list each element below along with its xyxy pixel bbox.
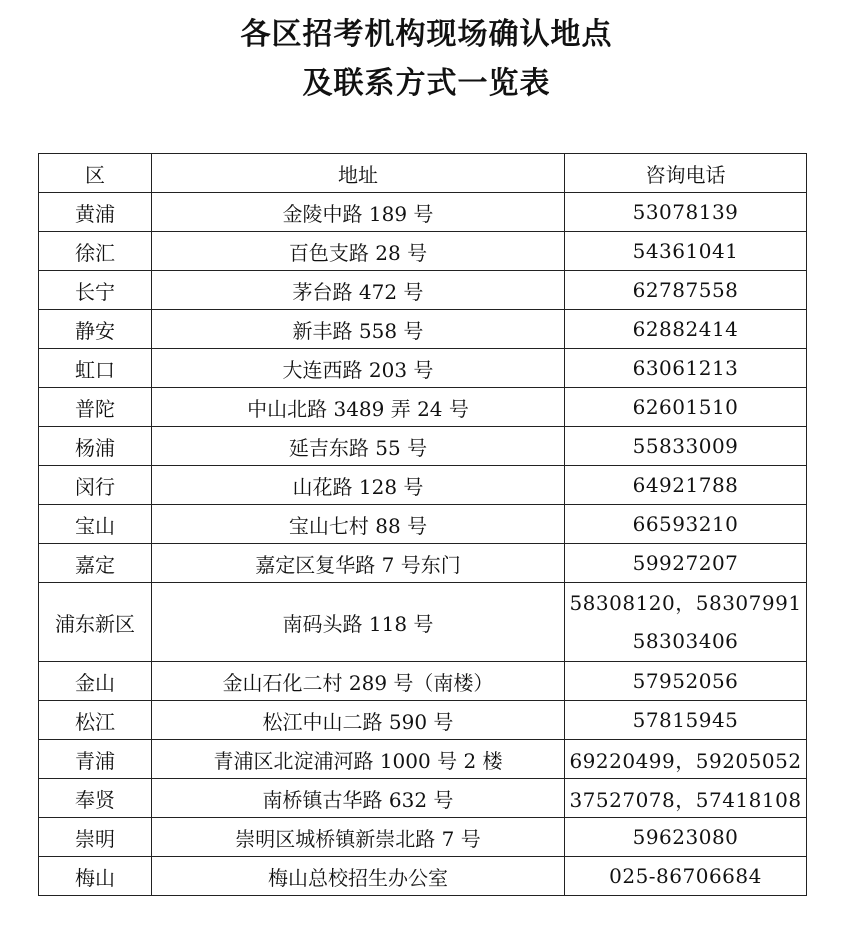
address-cell: 南桥镇古华路 632 号: [152, 779, 565, 818]
document-title-line-1: 各区招考机构现场确认地点: [240, 17, 613, 52]
address-cell: 延吉东路 55 号: [152, 427, 565, 466]
phone-cell: 66593210: [565, 505, 807, 544]
phone-cell: 57952056: [565, 662, 807, 701]
address-cell: 大连西路 203 号: [152, 349, 565, 388]
district-cell: 青浦: [39, 740, 152, 779]
table-row: [39, 505, 807, 544]
table-row: [39, 740, 807, 779]
address-cell: 南码头路 118 号: [152, 583, 565, 662]
table-row: [39, 701, 807, 740]
phone-cell: 64921788: [565, 466, 807, 505]
phone-cell: 54361041: [565, 232, 807, 271]
document-title-line-2: 及联系方式一览表: [302, 66, 551, 101]
table-row: [39, 193, 807, 232]
table-row: [39, 544, 807, 583]
address-cell: 茅台路 472 号: [152, 271, 565, 310]
address-cell: 中山北路 3489 弄 24 号: [152, 388, 565, 427]
address-cell: 青浦区北淀浦河路 1000 号 2 楼: [152, 740, 565, 779]
phone-cell: 62882414: [565, 310, 807, 349]
address-cell: 宝山七村 88 号: [152, 505, 565, 544]
table-row: [39, 662, 807, 701]
district-cell: 普陀: [39, 388, 152, 427]
district-cell: 长宁: [39, 271, 152, 310]
phone-cell: 59623080: [565, 818, 807, 857]
district-cell: 杨浦: [39, 427, 152, 466]
phone-cell: 57815945: [565, 701, 807, 740]
phone-cell: 53078139: [565, 193, 807, 232]
district-cell: 嘉定: [39, 544, 152, 583]
table-row: [39, 466, 807, 505]
address-cell: 嘉定区复华路 7 号东门: [152, 544, 565, 583]
address-cell: 金山石化二村 289 号（南楼）: [152, 662, 565, 701]
phone-cell: 69220499，59205052: [565, 740, 807, 779]
phone-cell: 025-86706684: [565, 857, 807, 896]
phone-line: 58303406: [632, 629, 739, 653]
phone-line: 58308120，58307991: [569, 591, 802, 615]
phone-cell: [565, 583, 807, 662]
district-cell: 徐汇: [39, 232, 152, 271]
district-cell: 静安: [39, 310, 152, 349]
table-row: [39, 349, 807, 388]
district-cell: 宝山: [39, 505, 152, 544]
table-header-row: [39, 154, 807, 193]
district-cell: 黄浦: [39, 193, 152, 232]
table-row: [39, 271, 807, 310]
phone-cell: 59927207: [565, 544, 807, 583]
phone-cell: 62787558: [565, 271, 807, 310]
table-row: [39, 857, 807, 896]
location-contact-table: [38, 153, 807, 896]
district-cell: 崇明: [39, 818, 152, 857]
district-cell: 浦东新区: [39, 583, 152, 662]
header-district: 区: [39, 154, 152, 193]
address-cell: 山花路 128 号: [152, 466, 565, 505]
address-cell: 百色支路 28 号: [152, 232, 565, 271]
address-cell: 松江中山二路 590 号: [152, 701, 565, 740]
address-cell: 新丰路 558 号: [152, 310, 565, 349]
table-row: [39, 388, 807, 427]
district-cell: 金山: [39, 662, 152, 701]
phone-cell: 63061213: [565, 349, 807, 388]
district-cell: 奉贤: [39, 779, 152, 818]
header-address: 地址: [152, 154, 565, 193]
address-cell: 金陵中路 189 号: [152, 193, 565, 232]
phone-cell: 37527078，57418108: [565, 779, 807, 818]
table-row: [39, 583, 807, 662]
address-cell: 崇明区城桥镇新崇北路 7 号: [152, 818, 565, 857]
phone-cell: 62601510: [565, 388, 807, 427]
header-phone: 咨询电话: [565, 154, 807, 193]
district-cell: 闵行: [39, 466, 152, 505]
district-cell: 梅山: [39, 857, 152, 896]
district-cell: 虹口: [39, 349, 152, 388]
phone-cell: 55833009: [565, 427, 807, 466]
table-row: [39, 310, 807, 349]
table-row: [39, 427, 807, 466]
table-row: [39, 232, 807, 271]
table-row: [39, 779, 807, 818]
table-row: [39, 818, 807, 857]
district-cell: 松江: [39, 701, 152, 740]
address-cell: 梅山总校招生办公室: [152, 857, 565, 896]
